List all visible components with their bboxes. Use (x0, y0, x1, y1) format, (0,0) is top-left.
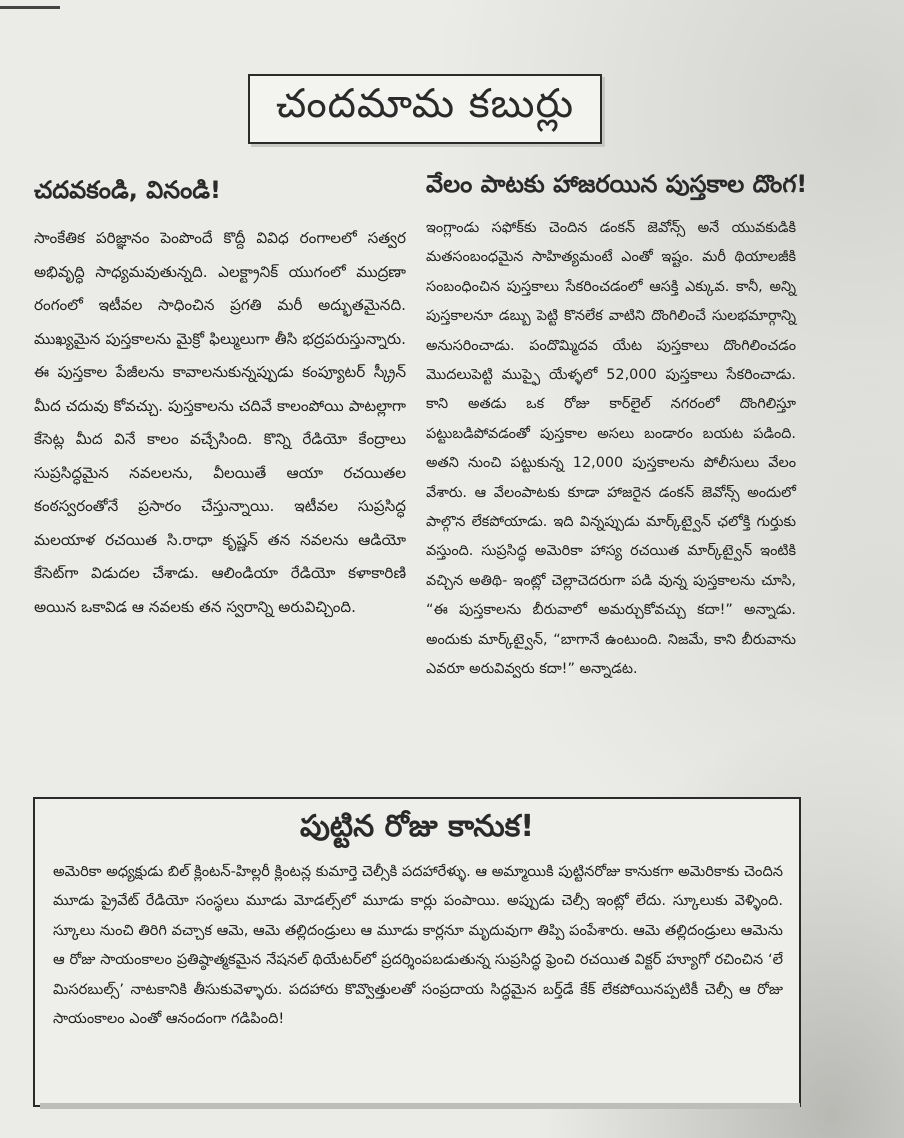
left-article-heading: చదవకండి, వినండి! (34, 176, 221, 204)
box-shadow-rule (40, 1103, 800, 1109)
section-title-box (248, 74, 602, 144)
bottom-article-body: అమెరికా అధ్యక్షుడు బిల్ క్లింటన్-హిల్లరీ క్లింటన్ల కుమార్తె చెల్సీకి పదహారేళ్ళు. ఆ అమ్మాయికి పుట్టినరోజు కానుకగా అమెరికాకు చెందిన మూడు ప్రైవేట్ రేడియో సంస్థలు మూడు మోడల్స్‌లో మూడు కార్లు పంపాయి. అప్పుడు చెల్సీ ఇంట్లో లేదు. స్కూలుకు వెళ్ళింది. స్కూలు నుంచి తిరిగి వచ్చాక ఆమె, ఆమె తల్లిదండ్రులు ఆ మూడు కార్లనూ మృదువుగా తిప్పి పంపేశారు. ఆమె తల్లిదండ్రులు ఆమెను ఆ రోజు సాయంకాలం ప్రతిష్ఠాత్మకమైన నేషనల్ థియేటర్‌లో ప్రదర్శింపబడుతున్న సుప్రసిద్ధ ఫ్రెంచి రచయిత విక్టర్ హ్యూగో రచించిన ‘లే మిసరబుల్స్’ నాటకానికి తీసుకువెళ్ళారు. పదహారు కొవ్వొత్తులతో సంప్రదాయ సిద్ధమైన బర్త్‌డే కేక్ లేకపోయినప్పటికీ చెల్సీ ఆ రోజు సాయంకాలం ఎంతో ఆనందంగా గడిపింది! (53, 863, 783, 1028)
right-article-heading: వేలం పాటకు హాజరయిన పుస్తకాల దొంగ! (426, 170, 808, 198)
right-article-body: ఇంగ్లాండు సఫోక్‌కు చెందిన డంకన్ జెవోన్స్ అనే యువకుడికి మతసంబంధమైన సాహిత్యమంటే ఎంతో ఇష్టం. మరీ థియాలజీకి సంబంధించిన పుస్తకాలు సేకరించడంలో ఆసక్తి ఎక్కువ. కానీ, అన్ని పుస్తకాలనూ డబ్బు పెట్టి కొనలేక వాటిని దొంగిలించే సులభమార్గాన్ని అనుసరించాడు. పందొమ్మిదవ యేట పుస్తకాలు దొంగిలించడం మొదలుపెట్టి ముప్ఫై యేళ్ళలో 52,000 పుస్తకాలు సేకరించాడు. కాని అతడు ఒక రోజు కార్‌లైల్ నగరంలో దొంగిలిస్తూ పట్టుబడిపోవడంతో పుస్తకాల అసలు బండారం బయట పడింది. అతని నుంచి పట్టుకున్న 12,000 పుస్తకాలను పోలీసులు వేలం వేశారు. ఆ వేలంపాటకు కూడా హాజరైన డంకన్ జెవోన్స్ అందులో పాల్గొన లేకపోయాడు. ఇది విన్నప్పుడు మార్క్‌ట్వైన్ ఛలోక్తి గుర్తుకు వస్తుంది. సుప్రసిద్ధ అమెరికా హాస్య రచయిత మార్క్‌ట్వైన్ ఇంటికి వచ్చిన అతిథి- ఇంట్లో చెల్లాచెదరుగా పడి వున్న పుస్తకాలను చూసి, “ఈ పుస్తకాలను బీరువాలో అమర్చుకోవచ్చు కదా!” అన్నాడు. అందుకు మార్క్‌ట్వైన్, “బాగానే ఉంటుంది. నిజమే, కాని బీరువాను ఎవరూ అరువివ్వరు కదా!” అన్నాడట. (426, 220, 796, 678)
left-article-body: సాంకేతిక పరిజ్ఞానం పెంపొందే కొద్దీ వివిధ రంగాలలో సత్వర అభివృద్ధి సాధ్యమవుతున్నది. ఎలక్ట్రానిక్ యుగంలో ముద్రణా రంగంలో ఇటీవల సాధించిన ప్రగతి మరీ అద్భుతమైనది. ముఖ్యమైన పుస్తకాలను మైక్రో ఫిల్ములుగా తీసి భద్రపరుస్తున్నారు. ఈ పుస్తకాల పేజీలను కావాలనుకున్నప్పుడు కంప్యూటర్ స్క్రీన్ మీద చదువు కోవచ్చు. పుస్తకాలను చదివే కాలంపోయి పాటల్లాగా కేసెట్ల మీద వినే కాలం వచ్చేసింది. కొన్ని రేడియో కేంద్రాలు సుప్రసిద్ధమైన నవలలను, వీలయితే ఆయా రచయితల కంఠస్వరంతోనే ప్రసారం చేస్తున్నాయి. ఇటీవల సుప్రసిద్ధ మలయాళ రచయిత సి.రాధా కృష్ణన్ తన నవలను ఆడియో కేసెట్‌గా విడుదల చేశాడు. ఆలిండియా రేడియో కళాకారిణి అయిన ఒకావిడ ఆ నవలకు తన స్వరాన్ని అరువిచ్చింది. (34, 229, 406, 616)
right-article (426, 170, 808, 685)
left-article (34, 170, 406, 624)
top-rule (0, 6, 60, 9)
bottom-article-heading: పుట్టిన రోజు కానుక! (299, 809, 535, 844)
section-title: చందమామ కబుర్లు (275, 81, 575, 127)
bottom-article-box (33, 797, 801, 1107)
